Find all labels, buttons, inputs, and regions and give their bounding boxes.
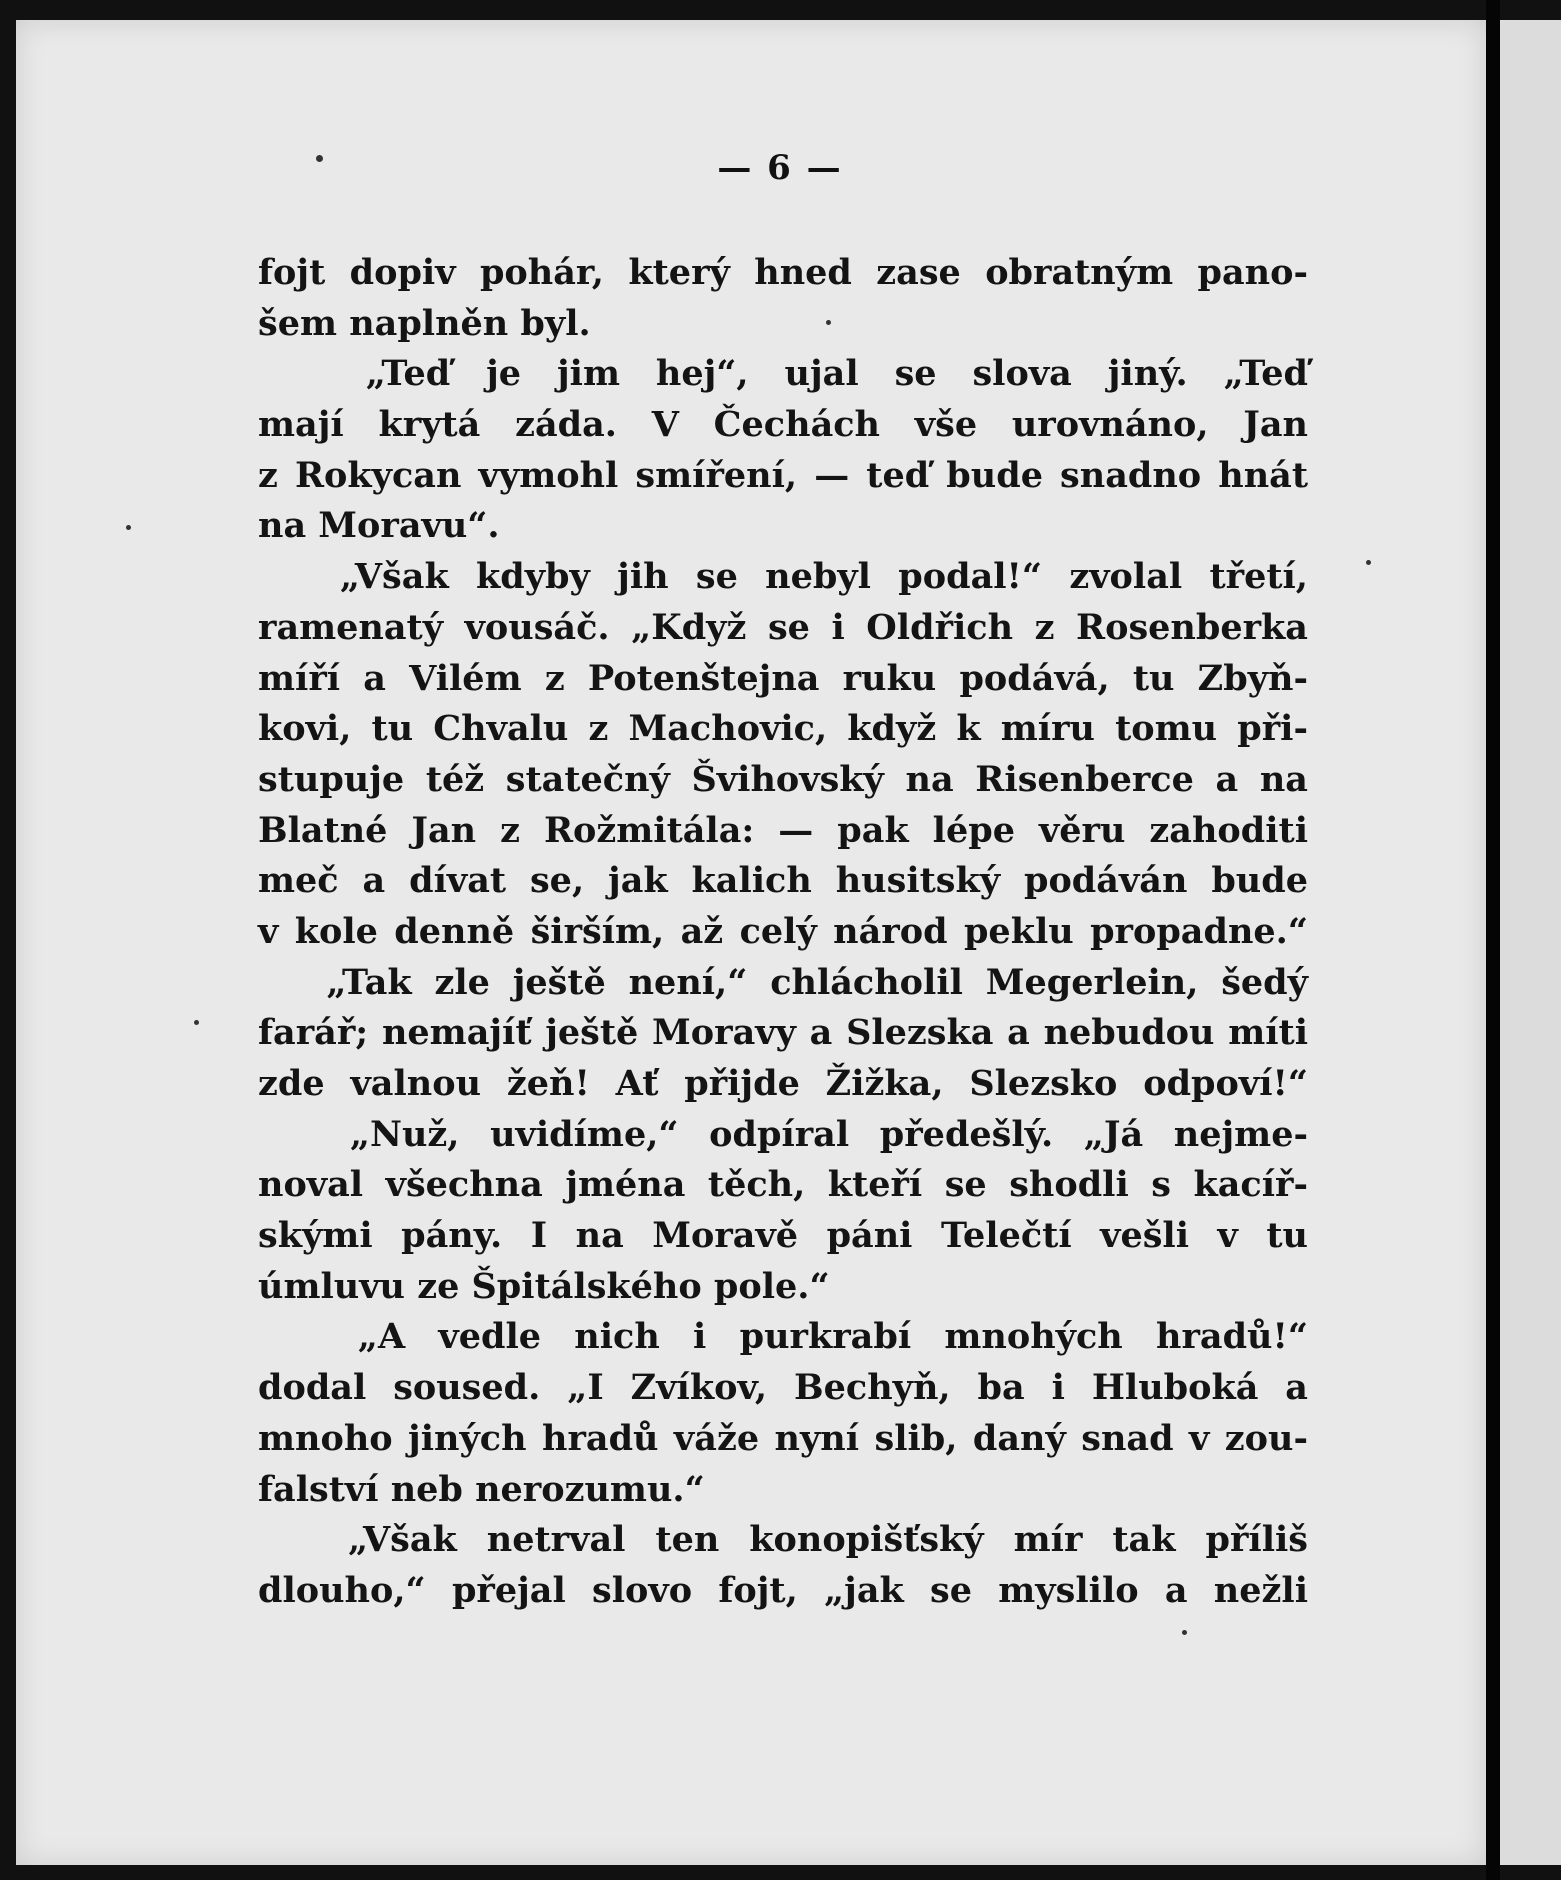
text-line: „Však netrval ten konopišťský mír tak příliš — [258, 1519, 1308, 1561]
text-line: mají krytá záda. V Čechách vše urovnáno, Jan — [258, 404, 1308, 446]
text-line: „Nuž, uvidíme,“ odpíral předešlý. „Já nejme- — [258, 1113, 1308, 1155]
text-line: „A vedle nich i purkrabí mnohých hradů!“ — [258, 1316, 1308, 1358]
text-line: v kole denně širším, až celý národ peklu propadne.“ — [258, 910, 1308, 952]
text-line: zde valnou žeň! Ať přijde Žižka, Slezsko odpoví!“ — [258, 1063, 1308, 1104]
text-line: meč a dívat se, jak kalich husitský podáván bude — [258, 860, 1308, 902]
page-gutter — [1486, 0, 1500, 1880]
text-line: fojt dopiv pohár, který hned zase obratným pano- — [258, 252, 1308, 293]
ink-speck — [1366, 560, 1371, 565]
adjacent-page-edge — [1500, 20, 1561, 1865]
text-line: dlouho,“ přejal slovo fojt, „jak se myslilo a nežli — [258, 1569, 1308, 1611]
text-line: skými pány. I na Moravě páni Telečtí vešli v tu — [258, 1215, 1308, 1257]
text-line: falství neb nerozumu.“ — [258, 1468, 705, 1510]
text-line: „Tak zle ještě není,“ chlácholil Megerlein, šedý — [258, 961, 1308, 1003]
ink-speck — [194, 1020, 199, 1025]
page-number: — 6 — — [717, 148, 843, 188]
text-line: šem naplněn byl. — [258, 302, 591, 344]
text-line: „Však kdyby jih se nebyl podal!“ zvolal třetí, — [258, 556, 1308, 598]
text-line: „Teď je jim hej“, ujal se slova jiný. „Teď — [258, 353, 1308, 395]
ink-speck — [126, 525, 131, 530]
text-line: mnoho jiných hradů váže nyní slib, daný snad v zou- — [258, 1417, 1308, 1459]
ink-speck — [316, 155, 323, 162]
text-line: noval všechna jména těch, kteří se shodli s kacíř- — [258, 1164, 1308, 1206]
text-line: úmluvu ze Špitálského pole.“ — [258, 1265, 830, 1307]
text-line: Blatné Jan z Rožmitála: — pak lépe věru zahoditi — [258, 809, 1308, 851]
ink-speck — [1182, 1630, 1187, 1635]
text-line: farář; nemajíť ještě Moravy a Slezska a nebudou míti — [258, 1012, 1308, 1054]
text-line: dodal soused. „I Zvíkov, Bechyň, ba i Hluboká a — [258, 1367, 1308, 1409]
body-text — [258, 248, 1308, 1617]
text-line: kovi, tu Chvalu z Machovic, když k míru tomu při- — [258, 708, 1308, 750]
text-line: na Moravu“. — [258, 505, 500, 547]
text-line: míří a Vilém z Potenštejna ruku podává, tu Zbyň- — [258, 657, 1308, 699]
text-line: stupuje též statečný Švihovský na Risenberce a na — [258, 758, 1308, 800]
text-line: z Rokycan vymohl smíření, — teď bude snadno hnát — [258, 454, 1308, 496]
text-line: ramenatý vousáč. „Když se i Oldřich z Rosenberka — [258, 606, 1308, 648]
